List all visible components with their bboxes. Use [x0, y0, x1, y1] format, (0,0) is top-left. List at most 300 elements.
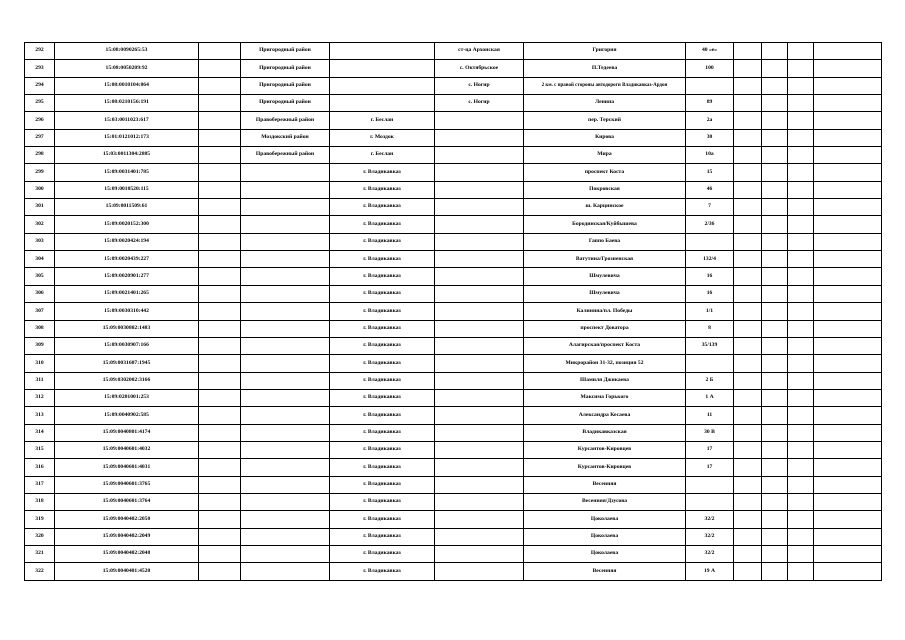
- city-cell: г. Моздок: [330, 129, 435, 146]
- district-cell: [241, 441, 330, 458]
- extra-col-1-cell: [734, 251, 762, 268]
- extra-col-2-cell: [762, 251, 788, 268]
- district-cell: Пригородный район: [241, 60, 330, 77]
- spacer-cell-cell: [199, 43, 241, 60]
- street-cell: Ватутина/Грозненская: [524, 251, 686, 268]
- city-cell: г. Владикавказ: [330, 320, 435, 337]
- house-number-cell: [686, 476, 734, 493]
- cadastral-number-cell: 15:09:0020439:227: [55, 251, 199, 268]
- district-cell: [241, 355, 330, 372]
- district-cell: [241, 285, 330, 302]
- district-cell: Пригородный район: [241, 95, 330, 112]
- district-cell: [241, 303, 330, 320]
- cadastral-number-cell: 15:09:0020152:300: [55, 216, 199, 233]
- district-cell: [241, 407, 330, 424]
- spacer-cell-end-cell: [814, 528, 882, 545]
- table-row: [25, 95, 882, 112]
- spacer-cell-end-cell: [814, 459, 882, 476]
- spacer-cell-cell: [199, 112, 241, 129]
- spacer-cell-cell: [199, 216, 241, 233]
- extra-col-2-cell: [762, 459, 788, 476]
- extra-col-3-cell: [788, 511, 814, 528]
- extra-col-1-cell: [734, 476, 762, 493]
- city-cell: г. Владикавказ: [330, 337, 435, 354]
- settlement-cell: [435, 147, 524, 164]
- house-number-cell: 8: [686, 320, 734, 337]
- city-cell: [330, 95, 435, 112]
- house-number-cell: 17: [686, 459, 734, 476]
- cadastral-number-cell: 15:09:0021401:265: [55, 285, 199, 302]
- settlement-cell: [435, 424, 524, 441]
- table-row: [25, 320, 882, 337]
- street-cell: Алагирская/проспект Коста: [524, 337, 686, 354]
- extra-col-1-cell: [734, 181, 762, 198]
- district-cell: Моздокский район: [241, 129, 330, 146]
- row-number-cell: 297: [25, 129, 55, 146]
- spacer-cell-end-cell: [814, 337, 882, 354]
- settlement-cell: [435, 112, 524, 129]
- row-number-cell: 305: [25, 268, 55, 285]
- extra-col-1-cell: [734, 320, 762, 337]
- cadastral-number-cell: 15:08:0210156:191: [55, 95, 199, 112]
- street-cell: Весенняя/Дзусова: [524, 493, 686, 510]
- cadastral-number-cell: 15:09:0010520:115: [55, 181, 199, 198]
- spacer-cell-cell: [199, 251, 241, 268]
- house-number-cell: 32/2: [686, 545, 734, 562]
- settlement-cell: ст-ца Архонская: [435, 43, 524, 60]
- spacer-cell-end-cell: [814, 285, 882, 302]
- city-cell: г. Владикавказ: [330, 528, 435, 545]
- house-number-cell: 89: [686, 95, 734, 112]
- cadastral-number-cell: 15:09:0031401:785: [55, 164, 199, 181]
- table-row: [25, 112, 882, 129]
- extra-col-1-cell: [734, 233, 762, 250]
- table-row: [25, 43, 882, 60]
- city-cell: г. Владикавказ: [330, 181, 435, 198]
- district-cell: [241, 251, 330, 268]
- cadastral-number-cell: 15:08:0010104:864: [55, 77, 199, 94]
- extra-col-3-cell: [788, 337, 814, 354]
- settlement-cell: [435, 441, 524, 458]
- table-row: [25, 528, 882, 545]
- spacer-cell-end-cell: [814, 251, 882, 268]
- spacer-cell-cell: [199, 320, 241, 337]
- city-cell: г. Владикавказ: [330, 476, 435, 493]
- street-cell: проспект Доватора: [524, 320, 686, 337]
- extra-col-2-cell: [762, 181, 788, 198]
- extra-col-1-cell: [734, 511, 762, 528]
- extra-col-3-cell: [788, 545, 814, 562]
- extra-col-1-cell: [734, 355, 762, 372]
- city-cell: г. Владикавказ: [330, 355, 435, 372]
- extra-col-2-cell: [762, 43, 788, 60]
- settlement-cell: [435, 355, 524, 372]
- extra-col-3-cell: [788, 164, 814, 181]
- district-cell: [241, 268, 330, 285]
- street-cell: Покровская: [524, 181, 686, 198]
- house-number-cell: 30: [686, 129, 734, 146]
- settlement-cell: [435, 372, 524, 389]
- spacer-cell-end-cell: [814, 268, 882, 285]
- spacer-cell-cell: [199, 181, 241, 198]
- extra-col-2-cell: [762, 355, 788, 372]
- cadastral-number-cell: 15:09:0302002:3166: [55, 372, 199, 389]
- table-row: [25, 251, 882, 268]
- cadastral-number-cell: 15:09:0040601:3764: [55, 493, 199, 510]
- table-row: [25, 147, 882, 164]
- table-row: [25, 476, 882, 493]
- house-number-cell: 1 А: [686, 389, 734, 406]
- extra-col-3-cell: [788, 233, 814, 250]
- spacer-cell-end-cell: [814, 181, 882, 198]
- table-row: [25, 285, 882, 302]
- street-cell: Цоколаева: [524, 528, 686, 545]
- street-cell: Бородинская/Куйбышева: [524, 216, 686, 233]
- table-row: [25, 355, 882, 372]
- street-cell: Кирова: [524, 129, 686, 146]
- district-cell: [241, 199, 330, 216]
- house-number-cell: 10а: [686, 147, 734, 164]
- extra-col-3-cell: [788, 147, 814, 164]
- house-number-cell: 2/36: [686, 216, 734, 233]
- extra-col-1-cell: [734, 147, 762, 164]
- city-cell: г. Владикавказ: [330, 563, 435, 580]
- spacer-cell-cell: [199, 459, 241, 476]
- street-cell: проспект Коста: [524, 164, 686, 181]
- extra-col-2-cell: [762, 407, 788, 424]
- city-cell: г. Владикавказ: [330, 303, 435, 320]
- row-number-cell: 302: [25, 216, 55, 233]
- street-cell: Александра Кесаева: [524, 407, 686, 424]
- district-cell: [241, 181, 330, 198]
- extra-col-2-cell: [762, 511, 788, 528]
- district-cell: [241, 459, 330, 476]
- street-cell: ш. Карцинское: [524, 199, 686, 216]
- house-number-cell: 19 А: [686, 563, 734, 580]
- street-cell: Максима Горького: [524, 389, 686, 406]
- row-number-cell: 314: [25, 424, 55, 441]
- house-number-cell: 2а: [686, 112, 734, 129]
- house-number-cell: 1/1: [686, 303, 734, 320]
- extra-col-3-cell: [788, 320, 814, 337]
- spacer-cell-cell: [199, 355, 241, 372]
- settlement-cell: [435, 563, 524, 580]
- spacer-cell-cell: [199, 424, 241, 441]
- table-row: [25, 233, 882, 250]
- cadastral-number-cell: 15:09:0201001:253: [55, 389, 199, 406]
- spacer-cell-cell: [199, 147, 241, 164]
- district-cell: [241, 337, 330, 354]
- street-cell: Весенняя: [524, 563, 686, 580]
- house-number-cell: [686, 77, 734, 94]
- extra-col-2-cell: [762, 320, 788, 337]
- cadastral-number-cell: 15:03:0011304:2885: [55, 147, 199, 164]
- house-number-cell: 132/4: [686, 251, 734, 268]
- house-number-cell: [686, 233, 734, 250]
- house-number-cell: 15: [686, 164, 734, 181]
- extra-col-1-cell: [734, 528, 762, 545]
- extra-col-1-cell: [734, 77, 762, 94]
- cadastral-objects-table: [24, 42, 882, 581]
- spacer-cell-end-cell: [814, 476, 882, 493]
- settlement-cell: [435, 337, 524, 354]
- row-number-cell: 294: [25, 77, 55, 94]
- table-row: [25, 199, 882, 216]
- spacer-cell-end-cell: [814, 216, 882, 233]
- city-cell: г. Беслан: [330, 147, 435, 164]
- city-cell: г. Беслан: [330, 112, 435, 129]
- cadastral-number-cell: 15:09:0040402:2049: [55, 528, 199, 545]
- district-cell: [241, 389, 330, 406]
- settlement-cell: [435, 216, 524, 233]
- house-number-cell: 100: [686, 60, 734, 77]
- row-number-cell: 295: [25, 95, 55, 112]
- row-number-cell: 317: [25, 476, 55, 493]
- house-number-cell: 30 В: [686, 424, 734, 441]
- street-cell: Курсантов-Кировцев: [524, 441, 686, 458]
- spacer-cell-cell: [199, 337, 241, 354]
- spacer-cell-cell: [199, 95, 241, 112]
- extra-col-1-cell: [734, 493, 762, 510]
- settlement-cell: [435, 528, 524, 545]
- extra-col-1-cell: [734, 337, 762, 354]
- spacer-cell-cell: [199, 372, 241, 389]
- street-cell: Владикавказская: [524, 424, 686, 441]
- extra-col-3-cell: [788, 424, 814, 441]
- extra-col-1-cell: [734, 563, 762, 580]
- extra-col-3-cell: [788, 493, 814, 510]
- extra-col-3-cell: [788, 372, 814, 389]
- extra-col-1-cell: [734, 60, 762, 77]
- cadastral-number-cell: 15:09:0040601:4032: [55, 441, 199, 458]
- district-cell: [241, 424, 330, 441]
- table-row: [25, 389, 882, 406]
- extra-col-3-cell: [788, 285, 814, 302]
- city-cell: г. Владикавказ: [330, 407, 435, 424]
- cadastral-number-cell: 15:09:0040402:2048: [55, 545, 199, 562]
- spacer-cell-end-cell: [814, 95, 882, 112]
- extra-col-1-cell: [734, 129, 762, 146]
- spacer-cell-cell: [199, 407, 241, 424]
- extra-col-1-cell: [734, 372, 762, 389]
- street-cell: 2 км. с правой стороны автодороги Владикавказ-Ардон: [524, 77, 686, 94]
- city-cell: г. Владикавказ: [330, 424, 435, 441]
- district-cell: [241, 511, 330, 528]
- row-number-cell: 300: [25, 181, 55, 198]
- house-number-cell: 11: [686, 407, 734, 424]
- district-cell: [241, 372, 330, 389]
- street-cell: Шмулевича: [524, 268, 686, 285]
- table-row: [25, 424, 882, 441]
- table-row: [25, 511, 882, 528]
- spacer-cell-end-cell: [814, 545, 882, 562]
- row-number-cell: 299: [25, 164, 55, 181]
- district-cell: [241, 476, 330, 493]
- city-cell: г. Владикавказ: [330, 459, 435, 476]
- extra-col-1-cell: [734, 164, 762, 181]
- extra-col-2-cell: [762, 493, 788, 510]
- table-row: [25, 216, 882, 233]
- house-number-cell: 2 Б: [686, 372, 734, 389]
- city-cell: г. Владикавказ: [330, 199, 435, 216]
- house-number-cell: 16: [686, 285, 734, 302]
- settlement-cell: [435, 545, 524, 562]
- extra-col-3-cell: [788, 216, 814, 233]
- extra-col-1-cell: [734, 268, 762, 285]
- settlement-cell: [435, 389, 524, 406]
- row-number-cell: 308: [25, 320, 55, 337]
- row-number-cell: 320: [25, 528, 55, 545]
- extra-col-1-cell: [734, 545, 762, 562]
- settlement-cell: [435, 476, 524, 493]
- row-number-cell: 301: [25, 199, 55, 216]
- spacer-cell-cell: [199, 441, 241, 458]
- spacer-cell-cell: [199, 285, 241, 302]
- table-row: [25, 441, 882, 458]
- city-cell: г. Владикавказ: [330, 545, 435, 562]
- row-number-cell: 303: [25, 233, 55, 250]
- street-cell: Ленина: [524, 95, 686, 112]
- cadastral-number-cell: 15:09:0030310:442: [55, 303, 199, 320]
- spacer-cell-cell: [199, 303, 241, 320]
- extra-col-2-cell: [762, 285, 788, 302]
- spacer-cell-cell: [199, 563, 241, 580]
- cadastral-number-cell: 15:09:0020424:194: [55, 233, 199, 250]
- cadastral-number-cell: 15:09:0040601:3765: [55, 476, 199, 493]
- extra-col-3-cell: [788, 251, 814, 268]
- house-number-cell: 16: [686, 268, 734, 285]
- extra-col-1-cell: [734, 424, 762, 441]
- district-cell: [241, 164, 330, 181]
- row-number-cell: 298: [25, 147, 55, 164]
- city-cell: [330, 60, 435, 77]
- district-cell: Правобережный район: [241, 112, 330, 129]
- settlement-cell: [435, 511, 524, 528]
- settlement-cell: [435, 320, 524, 337]
- cadastral-number-cell: 15:09:0030802:1483: [55, 320, 199, 337]
- table-row: [25, 563, 882, 580]
- city-cell: г. Владикавказ: [330, 511, 435, 528]
- city-cell: [330, 43, 435, 60]
- house-number-cell: 35/139: [686, 337, 734, 354]
- extra-col-2-cell: [762, 199, 788, 216]
- extra-col-1-cell: [734, 407, 762, 424]
- extra-col-2-cell: [762, 216, 788, 233]
- spacer-cell-end-cell: [814, 147, 882, 164]
- settlement-cell: [435, 303, 524, 320]
- spacer-cell-end-cell: [814, 424, 882, 441]
- house-number-cell: 7: [686, 199, 734, 216]
- row-number-cell: 307: [25, 303, 55, 320]
- house-number-cell: 32/2: [686, 511, 734, 528]
- city-cell: г. Владикавказ: [330, 372, 435, 389]
- extra-col-2-cell: [762, 528, 788, 545]
- spacer-cell-end-cell: [814, 372, 882, 389]
- extra-col-1-cell: [734, 112, 762, 129]
- spacer-cell-cell: [199, 129, 241, 146]
- row-number-cell: 310: [25, 355, 55, 372]
- extra-col-2-cell: [762, 77, 788, 94]
- settlement-cell: [435, 164, 524, 181]
- spacer-cell-cell: [199, 77, 241, 94]
- street-cell: пер. Терский: [524, 112, 686, 129]
- cadastral-number-cell: 15:08:0050209:92: [55, 60, 199, 77]
- spacer-cell-cell: [199, 60, 241, 77]
- extra-col-2-cell: [762, 233, 788, 250]
- settlement-cell: [435, 251, 524, 268]
- street-cell: Весенняя: [524, 476, 686, 493]
- row-number-cell: 304: [25, 251, 55, 268]
- city-cell: г. Владикавказ: [330, 285, 435, 302]
- settlement-cell: [435, 233, 524, 250]
- settlement-cell: [435, 407, 524, 424]
- spacer-cell-cell: [199, 233, 241, 250]
- extra-col-3-cell: [788, 181, 814, 198]
- table-row: [25, 337, 882, 354]
- district-cell: [241, 545, 330, 562]
- extra-col-1-cell: [734, 459, 762, 476]
- spacer-cell-end-cell: [814, 389, 882, 406]
- spacer-cell-end-cell: [814, 493, 882, 510]
- cadastral-number-cell: 15:09:0040402:2050: [55, 511, 199, 528]
- district-cell: [241, 528, 330, 545]
- street-cell: П.Тедеева: [524, 60, 686, 77]
- row-number-cell: 292: [25, 43, 55, 60]
- district-cell: Правобережный район: [241, 147, 330, 164]
- spacer-cell-cell: [199, 476, 241, 493]
- spacer-cell-end-cell: [814, 43, 882, 60]
- city-cell: г. Владикавказ: [330, 164, 435, 181]
- spacer-cell-end-cell: [814, 112, 882, 129]
- cadastral-number-cell: 15:09:0030907:166: [55, 337, 199, 354]
- row-number-cell: 309: [25, 337, 55, 354]
- table-row: [25, 164, 882, 181]
- extra-col-3-cell: [788, 389, 814, 406]
- spacer-cell-end-cell: [814, 233, 882, 250]
- extra-col-1-cell: [734, 285, 762, 302]
- extra-col-3-cell: [788, 43, 814, 60]
- settlement-cell: [435, 285, 524, 302]
- extra-col-2-cell: [762, 95, 788, 112]
- street-cell: Цоколаева: [524, 511, 686, 528]
- extra-col-3-cell: [788, 563, 814, 580]
- city-cell: г. Владикавказ: [330, 251, 435, 268]
- settlement-cell: [435, 181, 524, 198]
- row-number-cell: 313: [25, 407, 55, 424]
- district-cell: Пригородный район: [241, 43, 330, 60]
- city-cell: г. Владикавказ: [330, 233, 435, 250]
- row-number-cell: 293: [25, 60, 55, 77]
- extra-col-3-cell: [788, 441, 814, 458]
- extra-col-3-cell: [788, 112, 814, 129]
- spacer-cell-cell: [199, 493, 241, 510]
- cadastral-number-cell: 15:01:0121012:173: [55, 129, 199, 146]
- extra-col-3-cell: [788, 268, 814, 285]
- table-row: [25, 60, 882, 77]
- extra-col-1-cell: [734, 303, 762, 320]
- settlement-cell: [435, 268, 524, 285]
- table-row: [25, 545, 882, 562]
- extra-col-2-cell: [762, 164, 788, 181]
- spacer-cell-cell: [199, 389, 241, 406]
- extra-col-1-cell: [734, 389, 762, 406]
- settlement-cell: с. Ногир: [435, 77, 524, 94]
- extra-col-3-cell: [788, 129, 814, 146]
- city-cell: [330, 77, 435, 94]
- extra-col-2-cell: [762, 112, 788, 129]
- spacer-cell-cell: [199, 164, 241, 181]
- city-cell: г. Владикавказ: [330, 493, 435, 510]
